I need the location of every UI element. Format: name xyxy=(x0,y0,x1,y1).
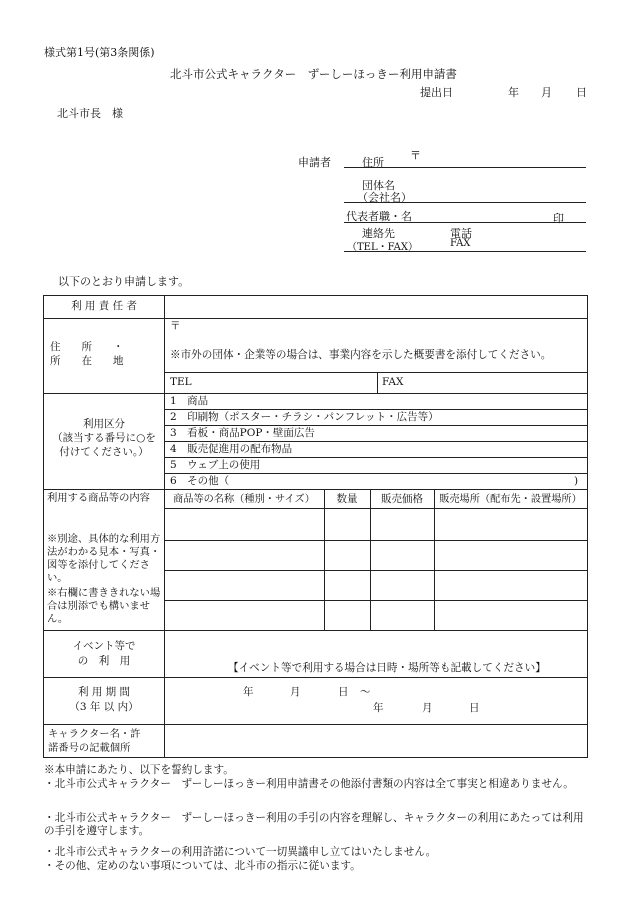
tel-label[interactable]: TEL xyxy=(170,376,192,388)
company-label: （会社名） xyxy=(357,191,412,204)
other-close-paren: ) xyxy=(574,475,579,487)
char-label-2: 諾番号の記載個所 xyxy=(48,742,131,754)
oath-item-2: ・北斗市公式キャラクター ずーしーほっきー利用の手引の内容を理解し、キャラクターの利用にあたっては利用の手引を遵守します。 xyxy=(44,812,584,837)
responsible-input[interactable] xyxy=(166,300,586,317)
submit-day: 日 xyxy=(576,86,587,99)
oath-text: ※本申請にあたり、以下を誓約します。 xyxy=(44,764,234,776)
contact-sub: （TEL・FAX） xyxy=(347,242,419,253)
outside-note: ※市外の団体・企業等の場合は、事業内容を示した概要書を添付してください。 xyxy=(170,349,552,361)
period-start-year[interactable]: 年 xyxy=(243,686,254,698)
category-option-5[interactable]: 5 ウェブ上の使用 xyxy=(170,459,261,471)
table-address-label-1: 住 所 ・ xyxy=(50,341,124,353)
col-price-header: 販売価格 xyxy=(381,493,423,505)
table-postal-mark: 〒 xyxy=(170,320,181,332)
col-place-header: 販売場所（配布先・設置場所） xyxy=(439,494,582,505)
oath-item-1: ・北斗市公式キャラクター ずーしーほっきー利用申請書その他添付書類の内容は全て事実と相違ありません。 xyxy=(44,778,574,790)
product-note: ※別途、具体的な利用方法がわかる見本・写真・図等を添付してください。 xyxy=(47,533,161,584)
category-option-1[interactable]: 1 商品 xyxy=(170,395,209,407)
period-label-2: （3 年 以 内） xyxy=(69,701,139,713)
form-number: 様式第1号(第3条関係) xyxy=(44,46,155,59)
responsible-label: 利 用 責 任 者 xyxy=(71,300,137,312)
contact-label: 連絡先 xyxy=(362,227,395,240)
event-label-2: の 利 用 xyxy=(77,655,131,667)
category-label-3: 付けてください。） xyxy=(59,446,149,458)
oath-item-3: ・北斗市公式キャラクターの利用許諾について一切異議申し立てはいたしません。 xyxy=(44,846,437,858)
product-label: 利用する商品等の内容 xyxy=(47,492,150,504)
seal-mark: 印 xyxy=(553,212,564,225)
char-input[interactable] xyxy=(166,726,586,756)
category-option-3[interactable]: 3 看板・商品POP・壁面広告 xyxy=(170,427,315,439)
period-label-1: 利 用 期 間 xyxy=(77,686,130,698)
fax-field-label[interactable]: FAX xyxy=(382,376,404,388)
rep-label: 代表者職・名 xyxy=(346,210,412,223)
event-label-1: イベント等で xyxy=(72,640,136,652)
page-title: 北斗市公式キャラクター ずーしーほっきー利用申請書 xyxy=(170,67,457,81)
fax-label: FAX xyxy=(450,238,471,249)
intro-text: 以下のとおり申請します。 xyxy=(58,275,190,288)
period-tilde: ～ xyxy=(360,686,371,698)
postal-mark: 〒 xyxy=(410,149,421,162)
product-note-2: ※右欄に書ききれない場合は別添でも構いません。 xyxy=(47,587,161,625)
category-label-2: （該当する番号に○を xyxy=(52,432,156,444)
category-label-1: 利用区分 xyxy=(83,418,125,430)
period-end-month[interactable]: 月 xyxy=(422,702,433,714)
submit-year: 年 xyxy=(508,86,519,99)
period-start-month[interactable]: 月 xyxy=(290,686,301,698)
col-qty-header: 数量 xyxy=(336,493,358,505)
rep-line xyxy=(344,222,586,223)
addressee: 北斗市長 様 xyxy=(57,107,123,120)
address-line xyxy=(344,167,586,168)
submit-date-label: 提出日 xyxy=(420,86,453,99)
col-name-header: 商品等の名称（種別・サイズ） xyxy=(173,494,315,505)
category-option-4[interactable]: 4 販売促進用の配布物品 xyxy=(170,443,293,455)
char-label-1: キャラクター名・許 xyxy=(48,728,141,740)
oath-item-4: ・その他、定めのない事項については、北斗市の指示に従います。 xyxy=(44,860,361,872)
event-note: 【イベント等で利用する場合は日時・場所等も記載してください】 xyxy=(228,662,546,674)
table-address-label-2: 所 在 地 xyxy=(50,355,124,367)
org-label: 団体名 xyxy=(362,179,395,192)
category-option-6[interactable]: 6 その他（ xyxy=(170,475,230,487)
address-label: 住所 xyxy=(362,156,384,169)
phone-label: 電話 xyxy=(450,227,472,240)
period-start-day[interactable]: 日 xyxy=(338,686,349,698)
period-end-day[interactable]: 日 xyxy=(469,702,480,714)
category-option-2[interactable]: 2 印刷物（ポスター・チラシ・パンフレット・広告等） xyxy=(170,411,439,423)
org-line xyxy=(344,202,586,203)
applicant-label: 申請者 xyxy=(298,156,331,169)
period-end-year[interactable]: 年 xyxy=(373,702,384,714)
submit-month: 月 xyxy=(541,86,552,99)
contact-line xyxy=(344,251,586,252)
